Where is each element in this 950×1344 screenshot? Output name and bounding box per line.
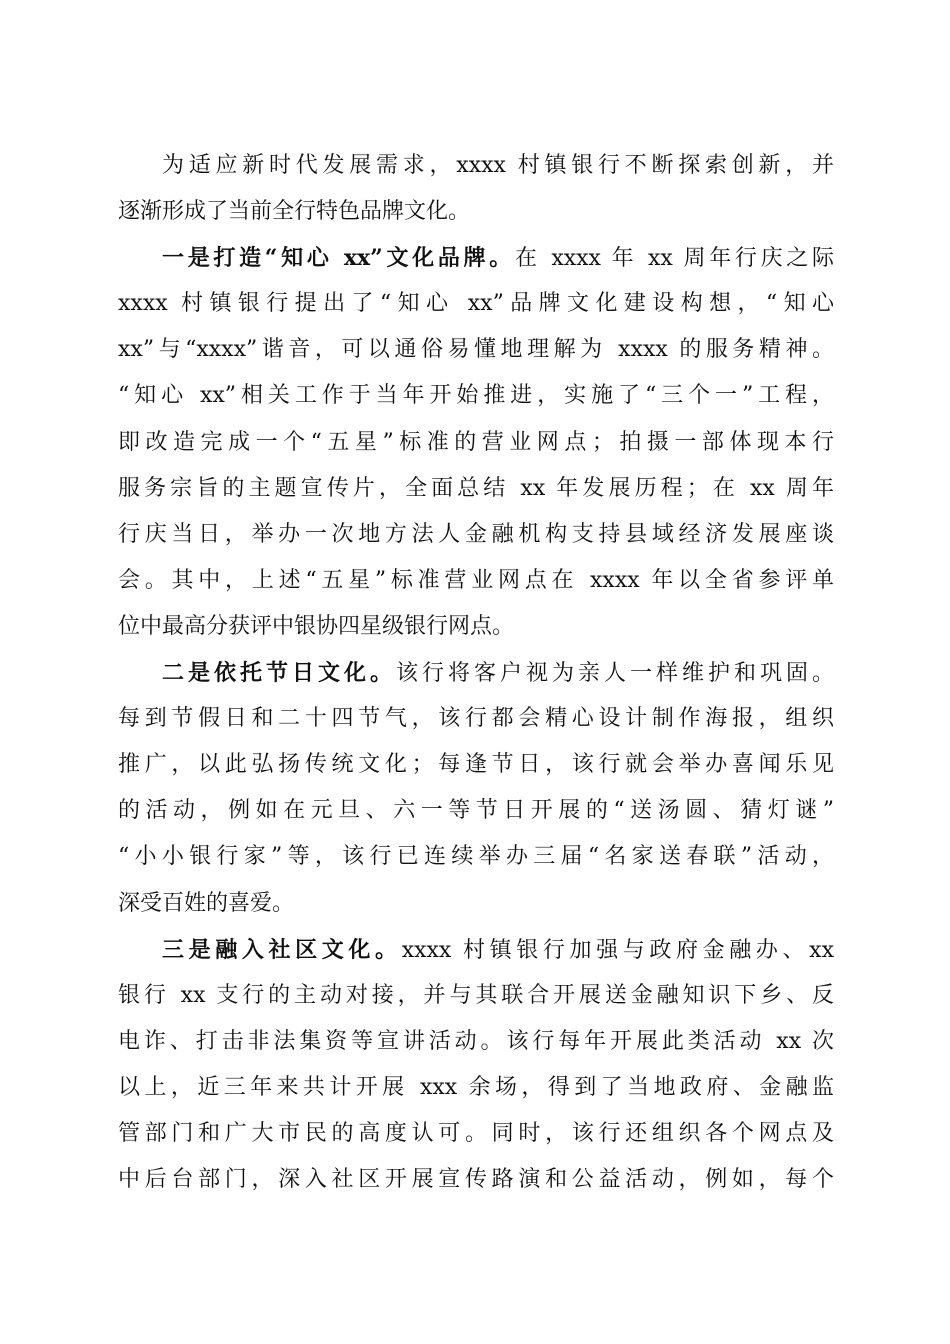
section-1-first-line: [118, 235, 834, 281]
text-line: “知心 xx”相关工作于当年开始推进，实施了“三个一”工程，: [118, 383, 834, 409]
text-line: 以上，近三年来共计开展 xxx 余场，得到了当地政府、金融监: [118, 1074, 834, 1100]
text-line: xxxx 村镇银行提出了“知心 xx”品牌文化建设构想，“知心: [118, 291, 834, 317]
text-line: 行庆当日，举办一次地方法人金融机构支持县域经济发展座谈: [118, 521, 834, 547]
document-body: [118, 143, 834, 1203]
section-1-heading: 一是打造“知心 xx”文化品牌。: [162, 245, 515, 272]
section-3-first-line: [118, 927, 834, 973]
text-line: 逐渐形成了当前全行特色品牌文化。: [118, 199, 471, 225]
text-line: “小小银行家”等，该行已连续举办三届“名家送春联”活动，: [118, 844, 834, 870]
text-line: 深受百姓的喜爱。: [118, 890, 295, 916]
text-line: 为适应新时代发展需求，xxxx 村镇银行不断探索创新，并: [162, 153, 834, 178]
text-line: 推广，以此弘扬传统文化；每逢节日，该行就会举办喜闻乐见: [118, 752, 834, 778]
text-line: 服务宗旨的主题宣传片，全面总结 xx 年发展历程；在 xx 周年: [118, 475, 834, 501]
text-line: 的活动，例如在元旦、六一等节日开展的“送汤圆、猜灯谜”: [118, 798, 834, 824]
text-line: 每到节假日和二十四节气，该行都会精心设计制作海报，组织: [118, 706, 834, 732]
section-2-paragraph: [118, 650, 834, 927]
section-2-first-line-text: 该行将客户视为亲人一样维护和巩固。: [396, 661, 834, 687]
text-line: 银行 xx 支行的主动对接，并与其联合开展送金融知识下乡、反: [118, 982, 834, 1008]
section-3-paragraph: [118, 927, 834, 1204]
text-line: 位中最高分获评中银协四星级银行网点。: [118, 613, 515, 639]
section-3-heading: 三是融入社区文化。: [162, 936, 402, 963]
section-1-first-line-text: 在 xxxx 年 xx 周年行庆之际: [514, 246, 834, 272]
section-3-first-line-text: xxxx 村镇银行加强与政府金融办、xx: [401, 937, 834, 963]
section-1-paragraph: [118, 235, 834, 650]
text-line: 管部门和广大市民的高度认可。同时，该行还组织各个网点及: [118, 1120, 834, 1146]
intro-paragraph: [118, 143, 834, 235]
section-2-first-line: [118, 650, 834, 696]
text-line: 即改造完成一个“五星”标准的营业网点；拍摄一部体现本行: [118, 429, 834, 455]
section-2-heading: 二是依托节日文化。: [162, 660, 396, 687]
text-line: 电诈、打击非法集资等宣讲活动。该行每年开展此类活动 xx 次: [118, 1028, 834, 1054]
text-line: 会。其中，上述“五星”标准营业网点在 xxxx 年以全省参评单: [118, 567, 834, 593]
text-line: 中后台部门，深入社区开展宣传路演和公益活动，例如，每个: [118, 1167, 834, 1193]
text-line: xx”与“xxxx”谐音，可以通俗易懂地理解为 xxxx 的服务精神。: [118, 337, 834, 363]
